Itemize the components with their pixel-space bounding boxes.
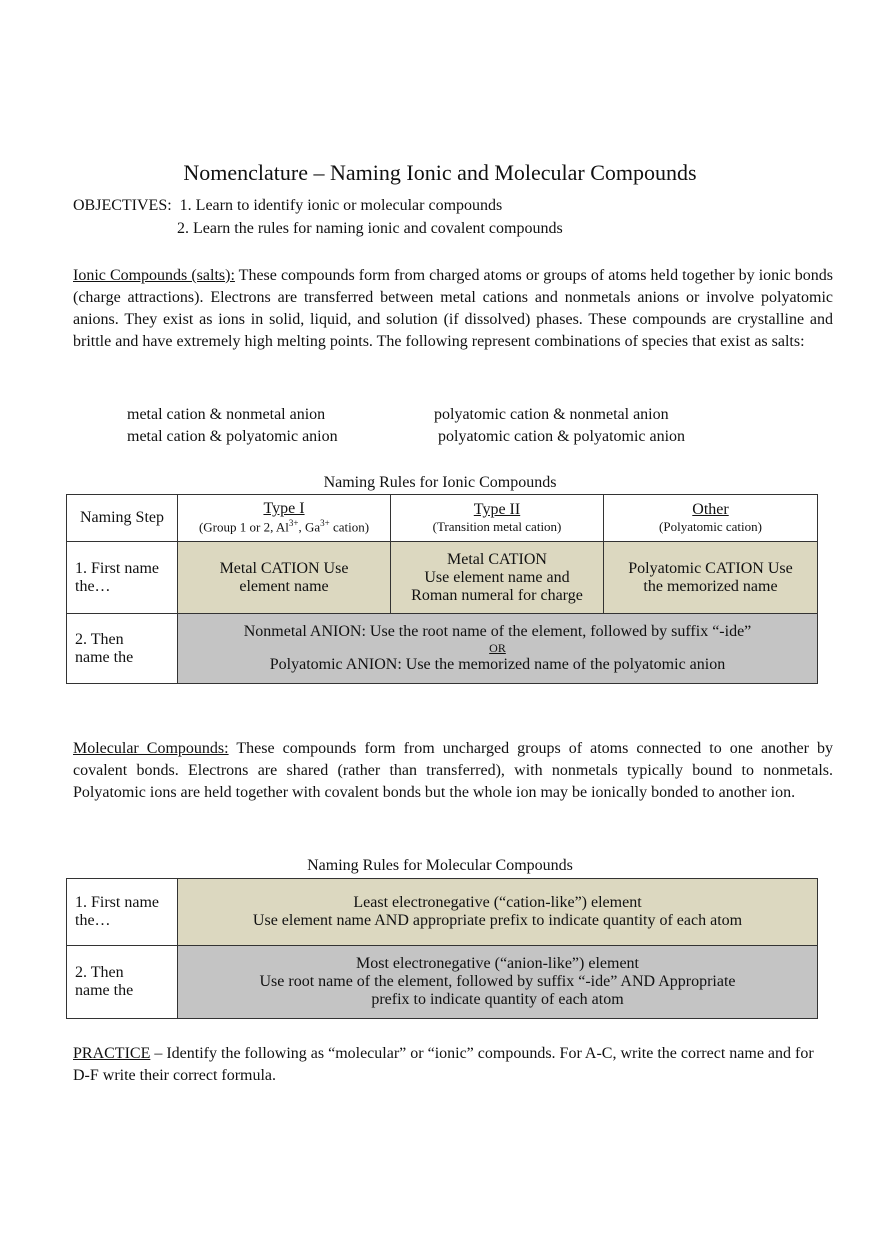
molecular-heading: Molecular Compounds: [73,740,229,757]
practice-heading: PRACTICE [73,1045,151,1062]
practice-paragraph [73,1043,833,1087]
objective-2: 2. Learn the rules for naming ionic and covalent compounds [177,220,563,237]
other-subtitle: (Polyatomic cation) [659,519,762,534]
type1-subtitle: (Group 1 or 2, $Al^{3+}$, $Ga^{3+}$ cation) [198,518,370,535]
other-header [604,495,818,542]
table-row-first-name [67,542,818,614]
combo-3: polyatomic cation & nonmetal anion [434,406,669,423]
type1-header [178,495,391,542]
mol-row2-step: 2. Then name the [67,946,178,1019]
objectives-line-1 [73,197,502,215]
row2-step: 2. Then name the [67,614,178,684]
type2-header [391,495,604,542]
ionic-paragraph [73,265,833,353]
molecular-body: These compounds form from uncharged groups of atoms connected to one another by covalent bonds. Electrons are shared (rather than transferred), with nonmetals typically bound to nonmetals. Polyatomic ions are held together with covalent bonds but the whole ion may be ionically bonded to another ion. [73,740,833,801]
ionic-table-caption: Naming Rules for Ionic Compounds [323,474,557,491]
molecular-table-caption: Naming Rules for Molecular Compounds [307,857,573,874]
table-row-then-name [67,614,818,684]
naming-step-header: Naming Step [67,495,178,542]
molecular-naming-table [66,878,818,1019]
ionic-body: These compounds form from charged atoms or groups of atoms held together by ionic bonds (charge attractions). Electrons are transferred between metal cations and nonmetals anions or involve polyatomic anions. They exist as ions in solid, liquid, and solution (if dissolved) phases. These compounds are crystalline and brittle and have extremely high melting points. The following represent combinations of species that exist as salts: [73,267,833,350]
molecular-paragraph [73,738,833,804]
other-title: Other [692,501,729,518]
table-header-row [67,495,818,542]
objective-1: 1. Learn to identify ionic or molecular compounds [179,197,503,214]
mol-row2-cell: Most electronegative (“anion-like”) element Use root name of the element, followed by suffix “-ide” AND Appropriate prefix to indicate quantity of each atom [178,946,818,1019]
mol-row-then-name [67,946,818,1019]
row1-type2-cell: Metal CATION Use element name and Roman numeral for charge [391,542,604,614]
combo-4: polyatomic cation & polyatomic anion [438,428,686,445]
type2-subtitle: (Transition metal cation) [432,519,562,534]
row2-anion-cell: Nonmetal ANION: Use the root name of the element, followed by suffix “-ide” OR Polyatomic ANION: Use the memorized name of the polyatomic anion [178,614,818,684]
practice-body: – Identify the following as “molecular” or “ionic” compounds. For A-C, write the correct name and for D-F write their correct formula. [73,1045,814,1084]
type1-title: Type I [263,500,305,518]
objectives-label: OBJECTIVES: [73,197,172,214]
mol-row1-cell: Least electronegative (“cation-like”) element Use element name AND appropriate prefix to indicate quantity of each atom [178,879,818,946]
ionic-heading: Ionic Compounds (salts): [73,267,235,284]
mol-row1-step: 1. First name the… [67,879,178,946]
combo-1: metal cation & nonmetal anion [127,406,326,423]
page-title: Nomenclature – Naming Ionic and Molecular Compounds [183,160,697,185]
combo-2: metal cation & polyatomic anion [127,428,338,445]
row1-step: 1. First name the… [67,542,178,614]
row1-type1-cell: Metal CATION Use element name [178,542,391,614]
ionic-naming-table [66,494,818,684]
type2-title: Type II [473,501,521,518]
mol-row-first-name [67,879,818,946]
row1-other-cell: Polyatomic CATION Use the memorized name [604,542,818,614]
